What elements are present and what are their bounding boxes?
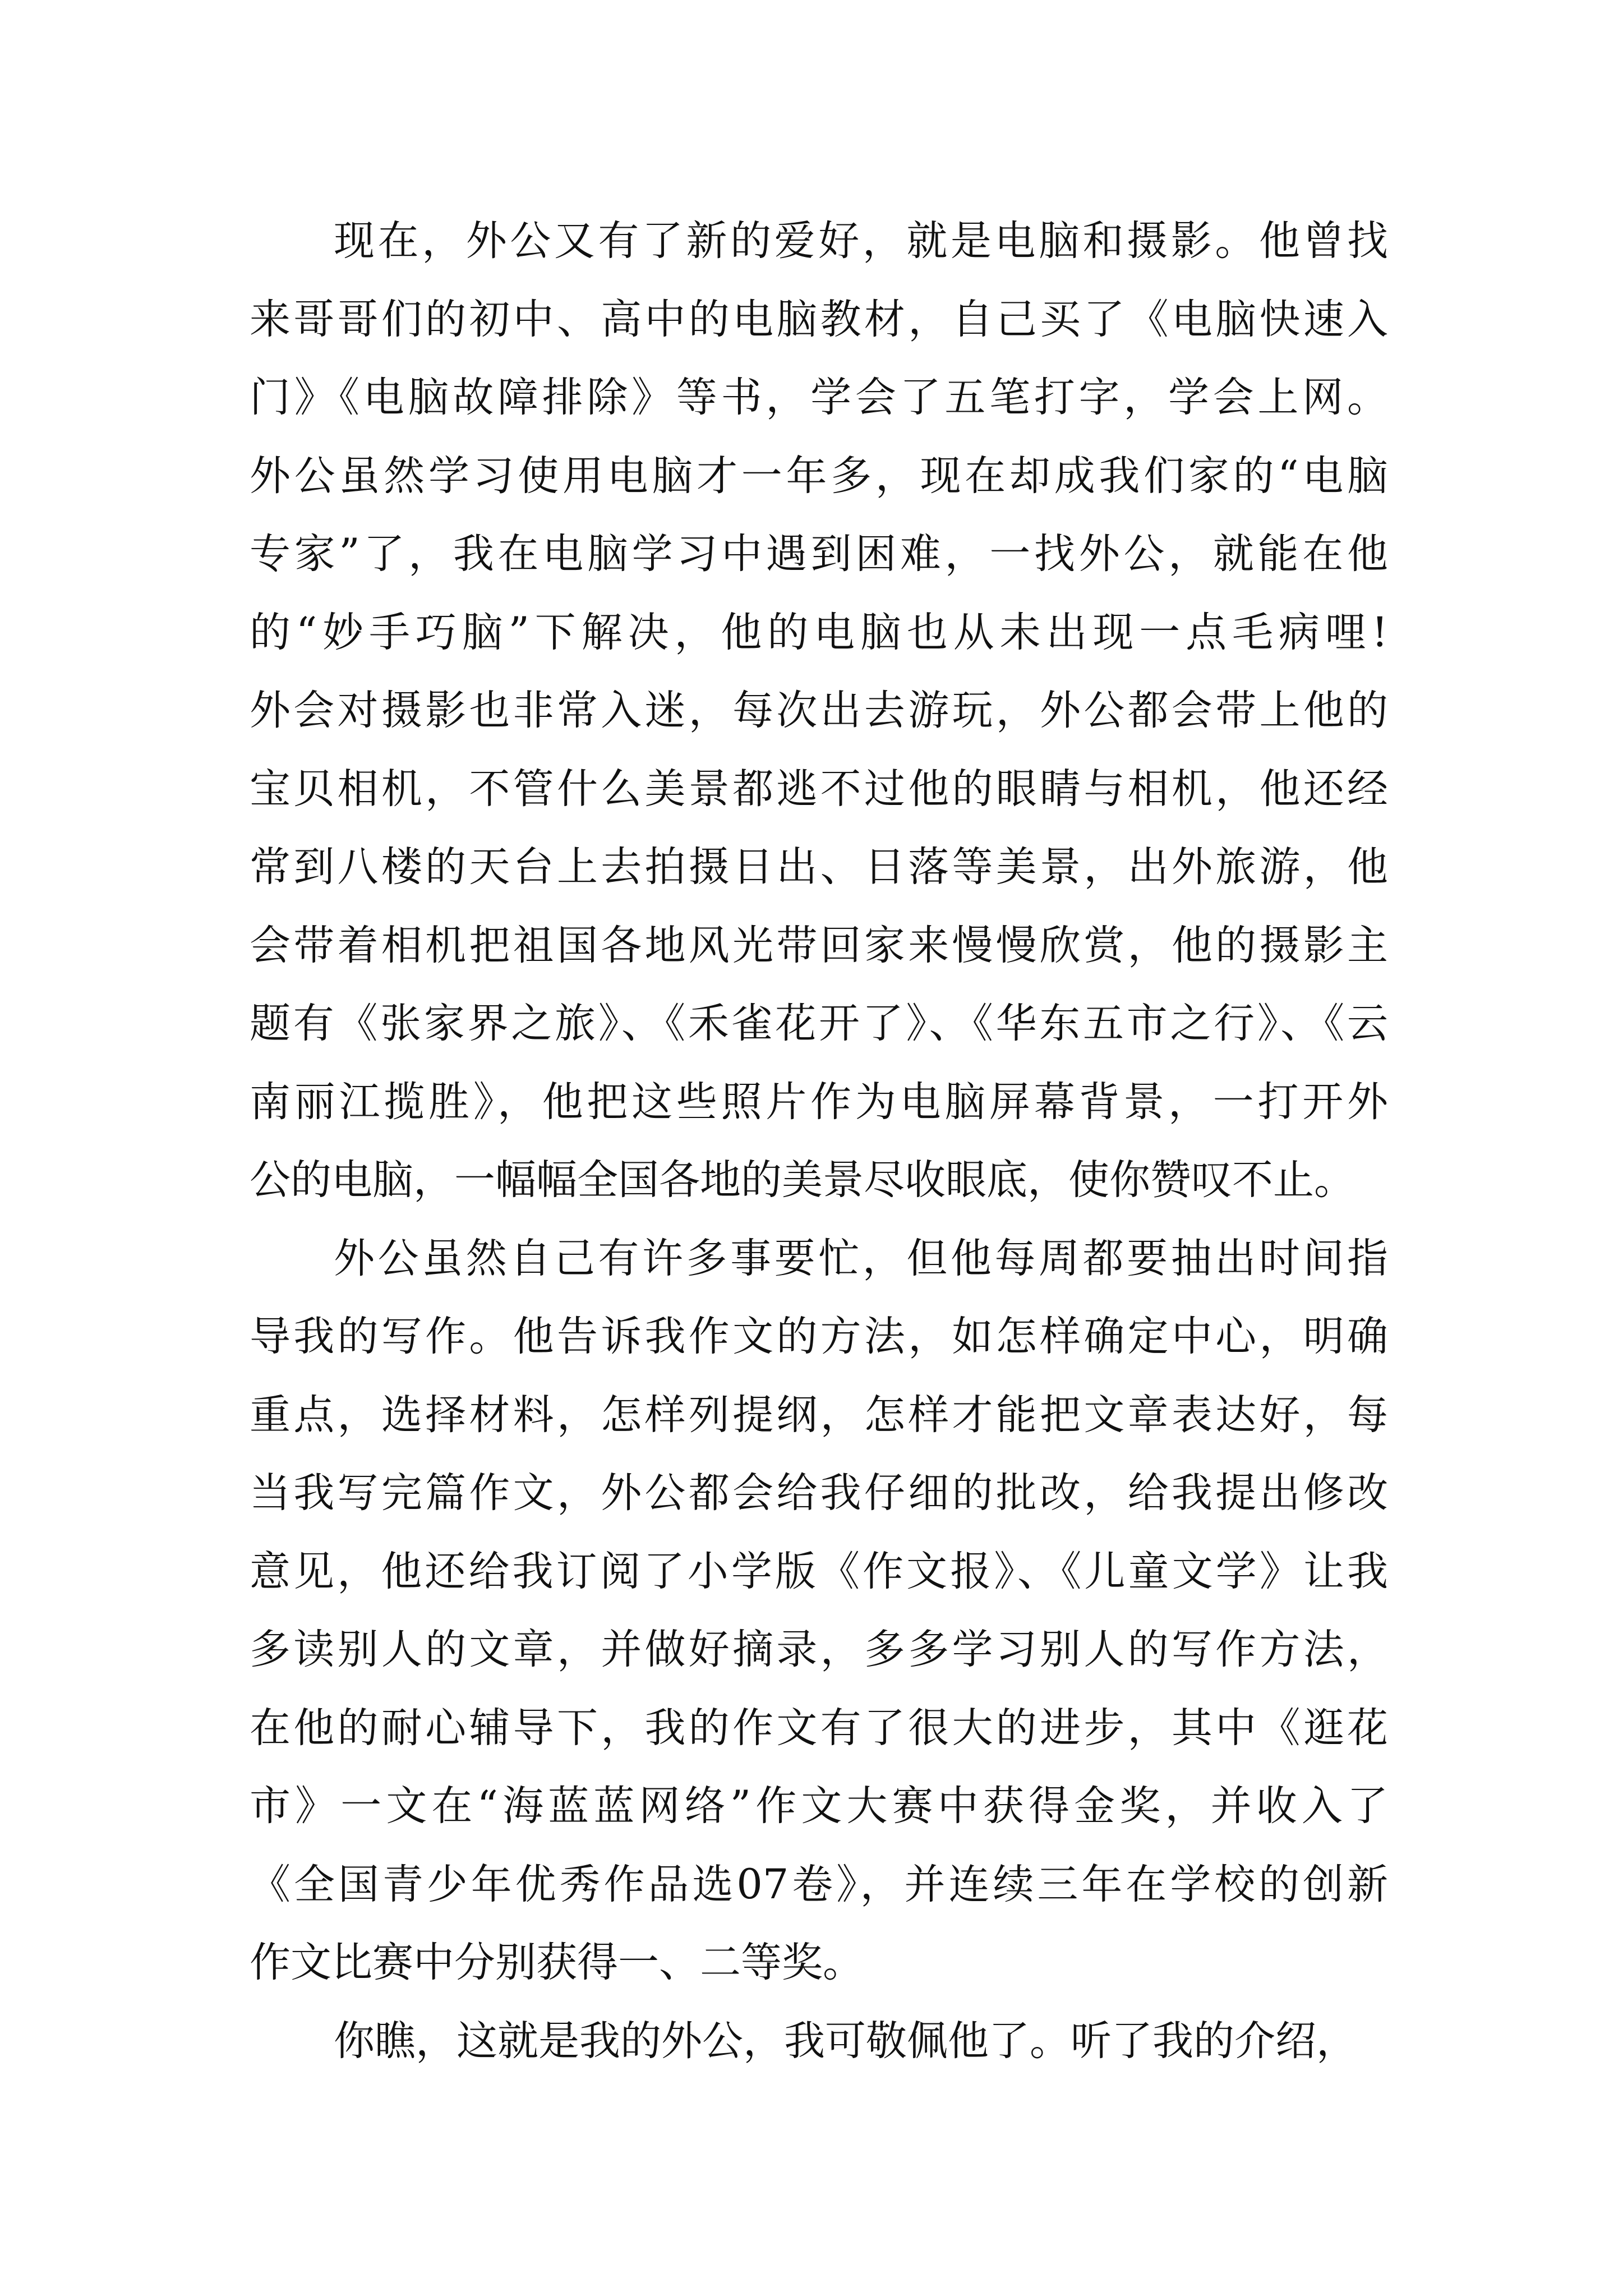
paragraph-2-line-9: 《全国青少年优秀作品选07卷》，并连续三年在学校的创新: [250, 1860, 1388, 1908]
paragraph-2-line-2: 导我的写作。他告诉我作文的方法，如怎样确定中心，明确: [250, 1313, 1388, 1360]
paragraph-2-line-4: 当我写完篇作文，外公都会给我仔细的批改，给我提出修改: [250, 1469, 1388, 1517]
paragraph-1-line-1: 现在，外公又有了新的爱好，就是电脑和摄影。他曾找: [334, 217, 1388, 265]
paragraph-1-line-7: 外会对摄影也非常入迷，每次出去游玩，外公都会带上他的: [250, 687, 1388, 734]
paragraph-2-line-7: 在他的耐心辅导下，我的作文有了很大的进步，其中《逛花: [250, 1704, 1388, 1752]
paragraph-2-line-6: 多读别人的文章，并做好摘录，多多学习别人的写作方法，: [250, 1626, 1388, 1673]
paragraph-2-line-8: 市》一文在“海蓝蓝网络”作文大赛中获得金奖，并收入了: [250, 1782, 1388, 1830]
paragraph-1-line-6: 的“妙手巧脑”下解决，他的电脑也从未出现一点毛病哩!: [250, 608, 1388, 656]
paragraph-2-line-3: 重点，选择材料，怎样列提纲，怎样才能把文章表达好，每: [250, 1391, 1388, 1439]
body-text: [250, 202, 1388, 2080]
paragraph-1-line-11: 题有《张家界之旅》、《禾雀花开了》、《华东五市之行》、《云: [250, 1000, 1388, 1047]
paragraph-3-line-1: 你瞧，这就是我的外公，我可敬佩他了。听了我的介绍，: [334, 2017, 1357, 2065]
paragraph-1-line-2: 来哥哥们的初中、高中的电脑教材，自己买了《电脑快速入: [250, 295, 1388, 343]
paragraph-2-line-10: 作文比赛中分别获得一、二等奖。: [250, 1939, 864, 1986]
paragraph-1-line-8: 宝贝相机，不管什么美景都逃不过他的眼睛与相机，他还经: [250, 765, 1388, 813]
paragraph-1-line-9: 常到八楼的天台上去拍摄日出、日落等美景，出外旅游，他: [250, 843, 1388, 891]
paragraph-1-line-5: 专家”了，我在电脑学习中遇到困难，一找外公，就能在他: [250, 530, 1388, 578]
paragraph-1-line-3: 门》《电脑故障排除》等书，学会了五笔打字，学会上网。: [250, 374, 1388, 421]
paragraph-2-line-5: 意见，他还给我订阅了小学版《作文报》、《儿童文学》让我: [250, 1547, 1388, 1595]
paragraph-2-line-1: 外公虽然自己有许多事要忙，但他每周都要抽出时间指: [334, 1234, 1388, 1282]
paragraph-1-line-12: 南丽江揽胜》，他把这些照片作为电脑屏幕背景，一打开外: [250, 1078, 1388, 1126]
paragraph-1-line-13: 公的电脑，一幅幅全国各地的美景尽收眼底，使你赞叹不止。: [250, 1156, 1355, 1204]
paragraph-1-line-4: 外公虽然学习使用电脑才一年多，现在却成我们家的“电脑: [250, 452, 1388, 500]
paragraph-1-line-10: 会带着相机把祖国各地风光带回家来慢慢欣赏，他的摄影主: [250, 921, 1388, 969]
